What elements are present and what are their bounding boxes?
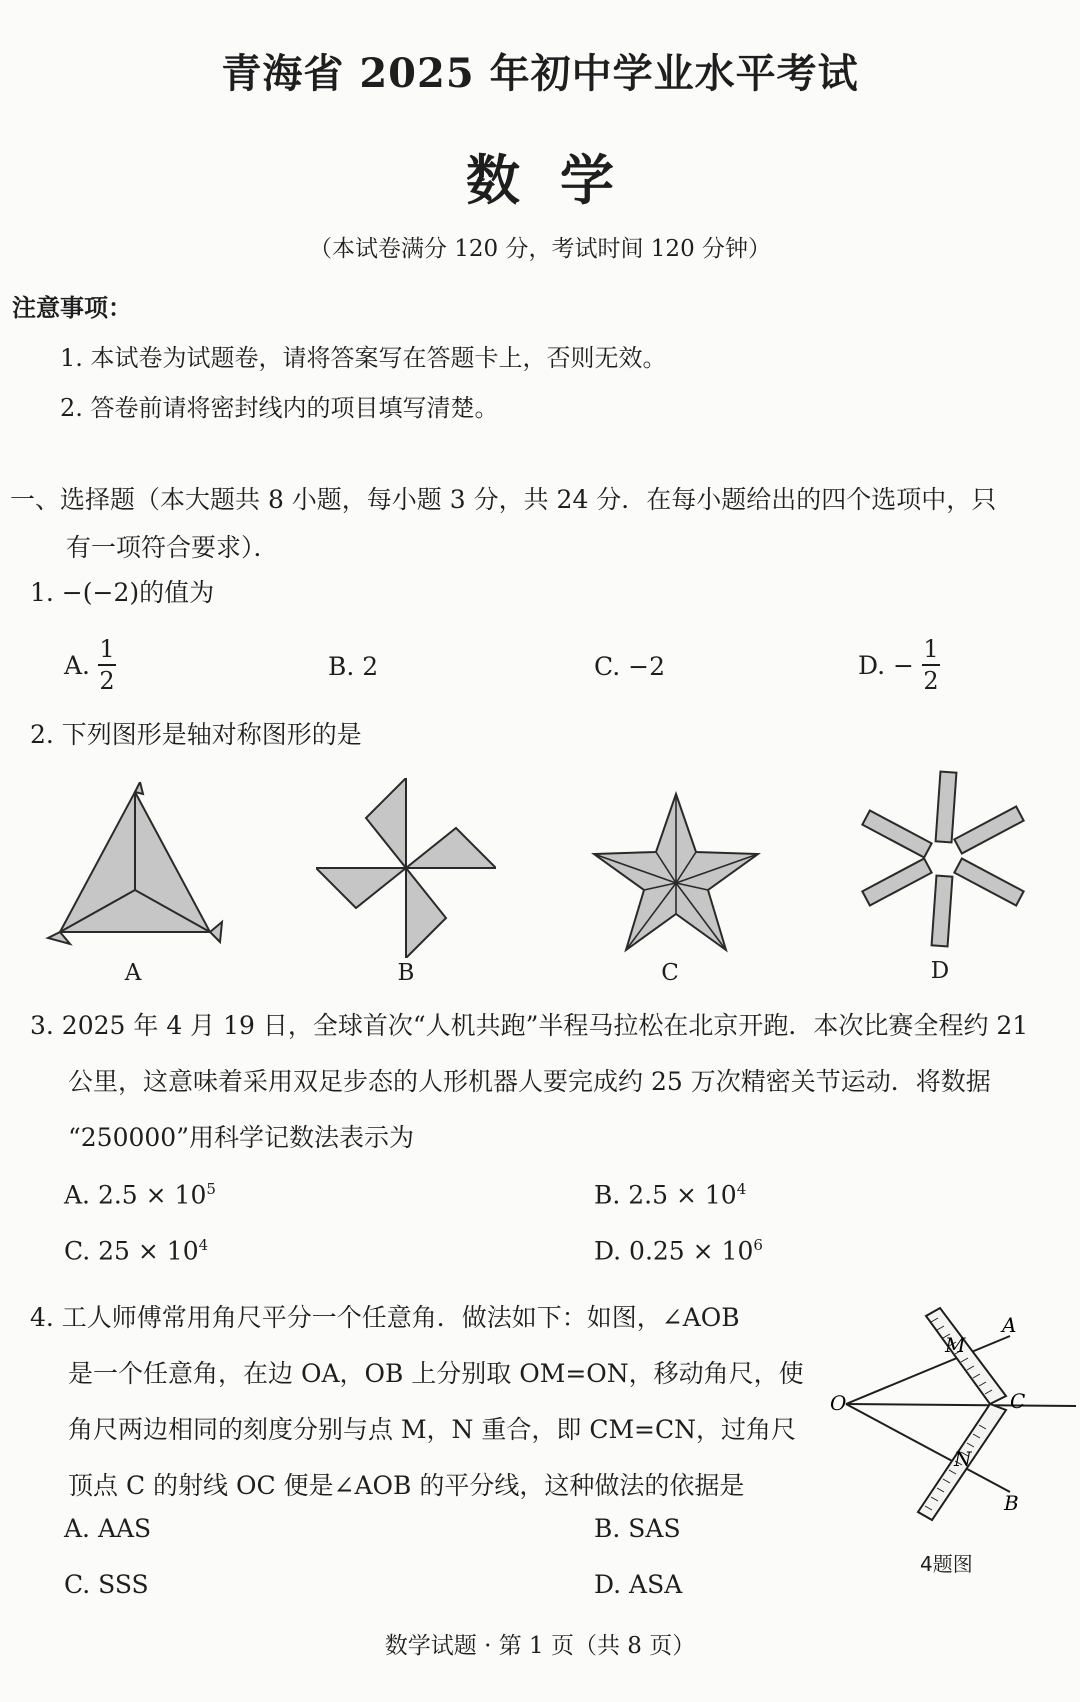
q3-option-b-text: B. 2.5 × 10 (594, 1180, 737, 1210)
q3-option-c-text: C. 25 × 10 (64, 1236, 199, 1266)
q3-option-b (594, 1180, 746, 1209)
q3-option-a (64, 1180, 216, 1209)
q4-option-a: A. AAS (64, 1514, 152, 1543)
q3-line-1: 3. 2025 年 4 月 19 日，全球首次“人机共跑”半程马拉松在北京开跑．本次比赛全程约 21 (30, 1011, 1029, 1040)
exam-info-note: （本试卷满分 120 分，考试时间 120 分钟） (308, 236, 772, 262)
q2-label-d: D (930, 958, 950, 984)
q2-figure-c (586, 786, 766, 956)
q4-option-d: D. ASA (594, 1570, 683, 1599)
fraction-numerator: 1 (923, 635, 939, 663)
section-line-2: 有一项符合要求）． (66, 533, 279, 562)
section-line-1: 一、选择题（本大题共 8 小题，每小题 3 分，共 24 分．在每小题给出的四个选项中，只 (10, 485, 997, 514)
subject-title: 数学 (466, 148, 654, 212)
q3-line-3: “250000”用科学记数法表示为 (68, 1123, 414, 1152)
q3-option-d-exponent: 6 (753, 1236, 763, 1254)
q3-option-a-exponent: 5 (206, 1180, 216, 1198)
q2-figure-d (854, 766, 1034, 956)
q3-option-c-exponent: 4 (198, 1236, 209, 1254)
section-heading (10, 476, 1070, 572)
q4-point-o: O (830, 1391, 847, 1415)
q4-stem (30, 1290, 810, 1514)
q1-option-a-label: A. (64, 650, 91, 680)
q3-option-d-text: D. 0.25 × 10 (594, 1236, 754, 1266)
q2-figure-b (316, 778, 496, 958)
notices-heading: 注意事项： (12, 293, 132, 322)
q4-figure-caption: 4题图 (920, 1552, 973, 1576)
q4-point-a: A (1002, 1313, 1017, 1337)
q2-label-b: B (397, 960, 415, 986)
q3-option-b-exponent: 4 (736, 1180, 747, 1198)
q3-stem (30, 998, 1070, 1166)
q3-option-a-text: A. 2.5 × 10 (64, 1180, 207, 1210)
q2-figure-a (40, 782, 230, 952)
q1-option-b: B. 2 (328, 652, 379, 681)
fraction-denominator: 2 (923, 667, 939, 695)
exam-title: 青海省 2025 年初中学业水平考试 (221, 50, 859, 97)
q3-line-2: 公里，这意味着采用双足步态的人形机器人要完成约 25 万次精密关节运动．将数据 (68, 1067, 991, 1096)
q4-line-2: 是一个任意角，在边 OA，OB 上分别取 OM=ON，移动角尺，使 (68, 1359, 804, 1388)
q4-option-b: B. SAS (594, 1514, 681, 1543)
q4-line-1: 4. 工人师傅常用角尺平分一个任意角．做法如下：如图，∠AOB (30, 1303, 740, 1332)
fraction-denominator: 2 (99, 667, 115, 695)
q4-point-n: N (954, 1447, 972, 1471)
notice-item-1: 1. 本试卷为试题卷，请将答案写在答题卡上，否则无效。 (60, 344, 667, 372)
q3-option-c (64, 1236, 208, 1265)
q4-option-c: C. SSS (64, 1570, 149, 1599)
q2-label-a: A (124, 960, 142, 986)
q2-stem: 2. 下列图形是轴对称图形的是 (30, 720, 362, 749)
q1-option-d (858, 634, 940, 696)
q4-point-m: M (945, 1333, 966, 1357)
q1-option-d-label: D. − (858, 650, 914, 680)
q1-option-a (64, 634, 116, 696)
q4-point-c: C (1010, 1389, 1026, 1413)
q1-option-c: C. −2 (594, 652, 665, 681)
fraction-numerator: 1 (99, 635, 115, 663)
q4-point-b: B (1004, 1491, 1019, 1515)
notice-item-2: 2. 答卷前请将密封线内的项目填写清楚。 (60, 394, 499, 422)
q4-figure (830, 1300, 1080, 1550)
q3-option-d (594, 1236, 763, 1265)
q4-line-4: 顶点 C 的射线 OC 便是∠AOB 的平分线，这种做法的依据是 (68, 1471, 745, 1500)
q1-option-a-fraction (98, 634, 116, 696)
page-footer: 数学试题 · 第 1 页（共 8 页） (384, 1633, 696, 1659)
q1-option-d-fraction (922, 634, 940, 696)
q1-stem: 1. −(−2)的值为 (30, 578, 215, 607)
q2-label-c: C (661, 960, 679, 986)
q4-line-3: 角尺两边相同的刻度分别与点 M，N 重合，即 CM=CN，过角尺 (68, 1415, 796, 1444)
